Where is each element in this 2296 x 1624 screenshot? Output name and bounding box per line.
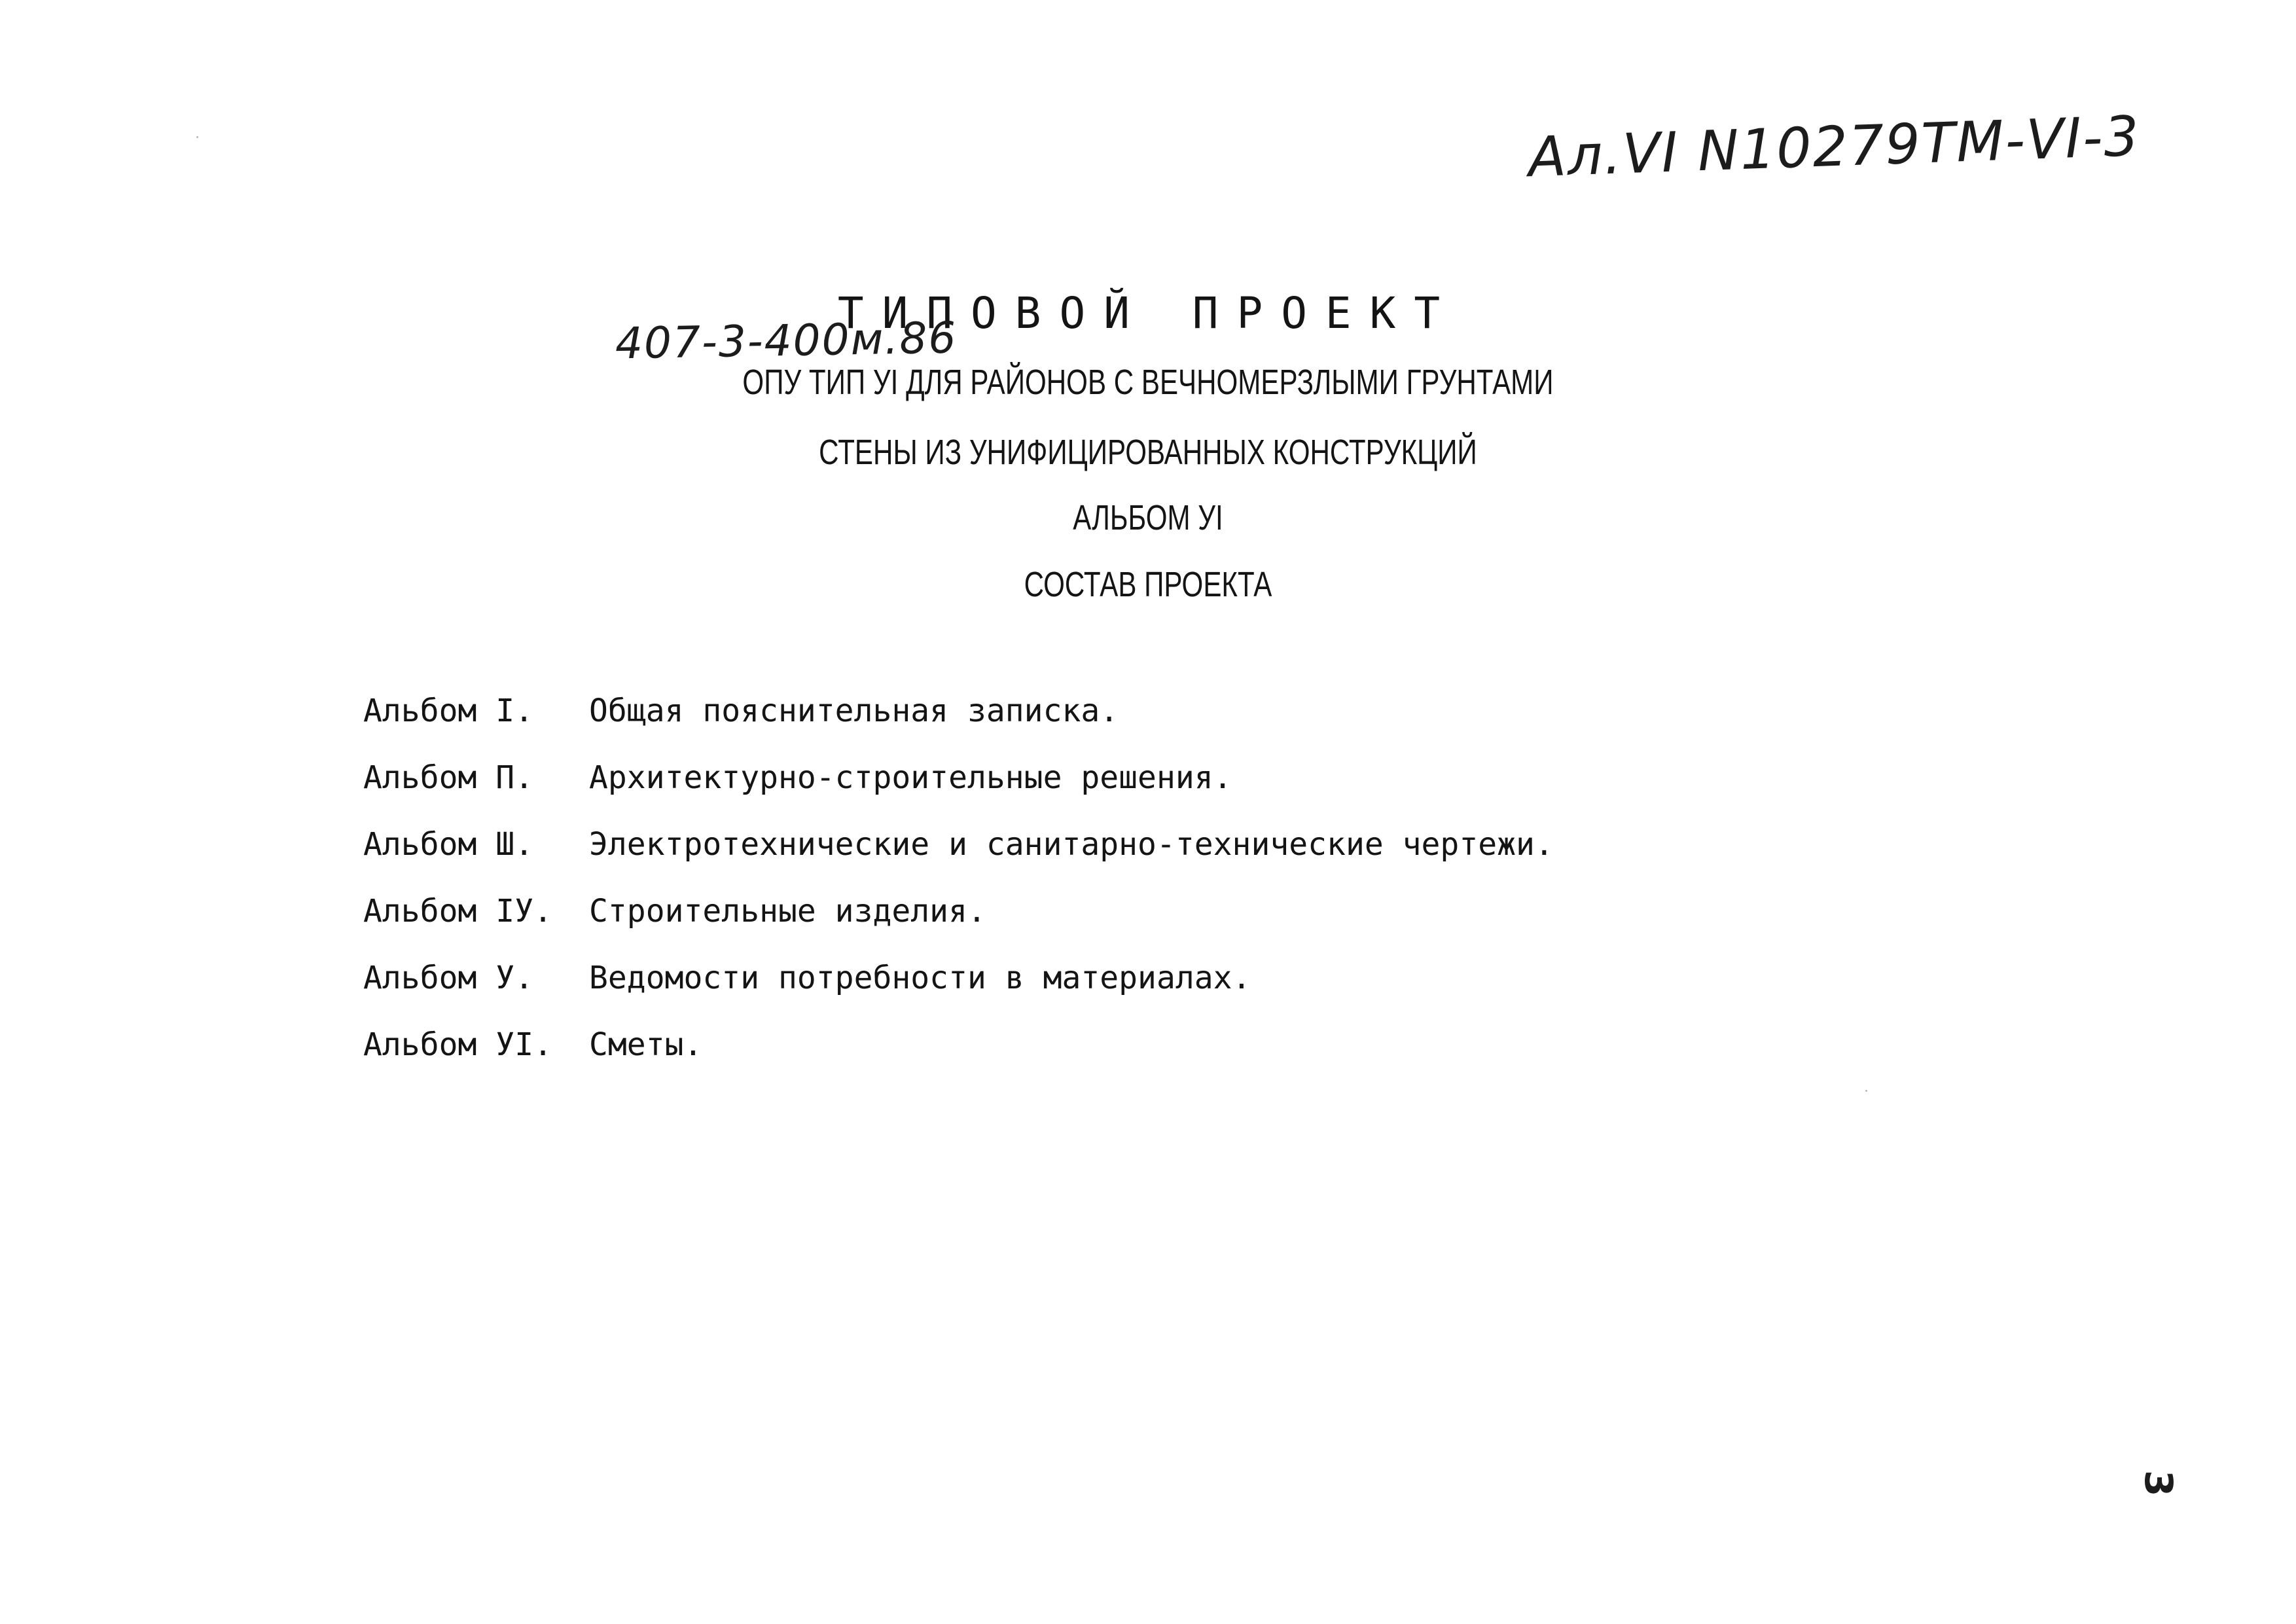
- scan-speck: [196, 136, 198, 138]
- album-description: Сметы.: [589, 1026, 703, 1063]
- section-heading: СОСТАВ ПРОЕКТА: [1024, 565, 1272, 604]
- list-item: [363, 945, 1554, 1011]
- archive-mark: Ал.VI N10279ТМ-VI-3: [1527, 103, 2142, 190]
- album-label: АЛЬБОМ УI: [1073, 498, 1223, 537]
- list-item: [363, 1011, 1554, 1078]
- album-number: Альбом УI.: [363, 1026, 552, 1063]
- list-item: [363, 744, 1554, 811]
- project-subtitle: ОПУ ТИП УI ДЛЯ РАЙОНОВ С ВЕЧНОМЕРЗЛЫМИ ГРУНТАМИ: [742, 363, 1554, 402]
- album-description: Архитектурно-строительные решения.: [589, 759, 1232, 796]
- album-number: Альбом Ш.: [363, 826, 534, 863]
- scan-speck: [1865, 1090, 1867, 1092]
- project-number: 407-3-400м.86: [615, 312, 958, 369]
- album-description: Строительные изделия.: [589, 893, 986, 929]
- album-description: Общая пояснительная записка.: [589, 693, 1119, 729]
- list-item: [363, 878, 1554, 945]
- list-item: [363, 811, 1554, 878]
- album-number: Альбом У.: [363, 960, 534, 996]
- list-item: [363, 677, 1554, 744]
- album-number: Альбом I.: [363, 693, 534, 729]
- album-description: Электротехнические и санитарно-технические чертежи.: [589, 826, 1554, 863]
- album-number: Альбом IУ.: [363, 893, 552, 929]
- contents-list: [363, 677, 1554, 1078]
- page-number: 3: [2136, 1470, 2181, 1497]
- document-title: ТИПОВОЙ ПРОЕКТ: [837, 288, 1459, 338]
- album-number: Альбом П.: [363, 759, 534, 796]
- project-subtitle-walls: СТЕНЫ ИЗ УНИФИЦИРОВАННЫХ КОНСТРУКЦИЙ: [819, 433, 1477, 472]
- album-description: Ведомости потребности в материалах.: [589, 960, 1251, 996]
